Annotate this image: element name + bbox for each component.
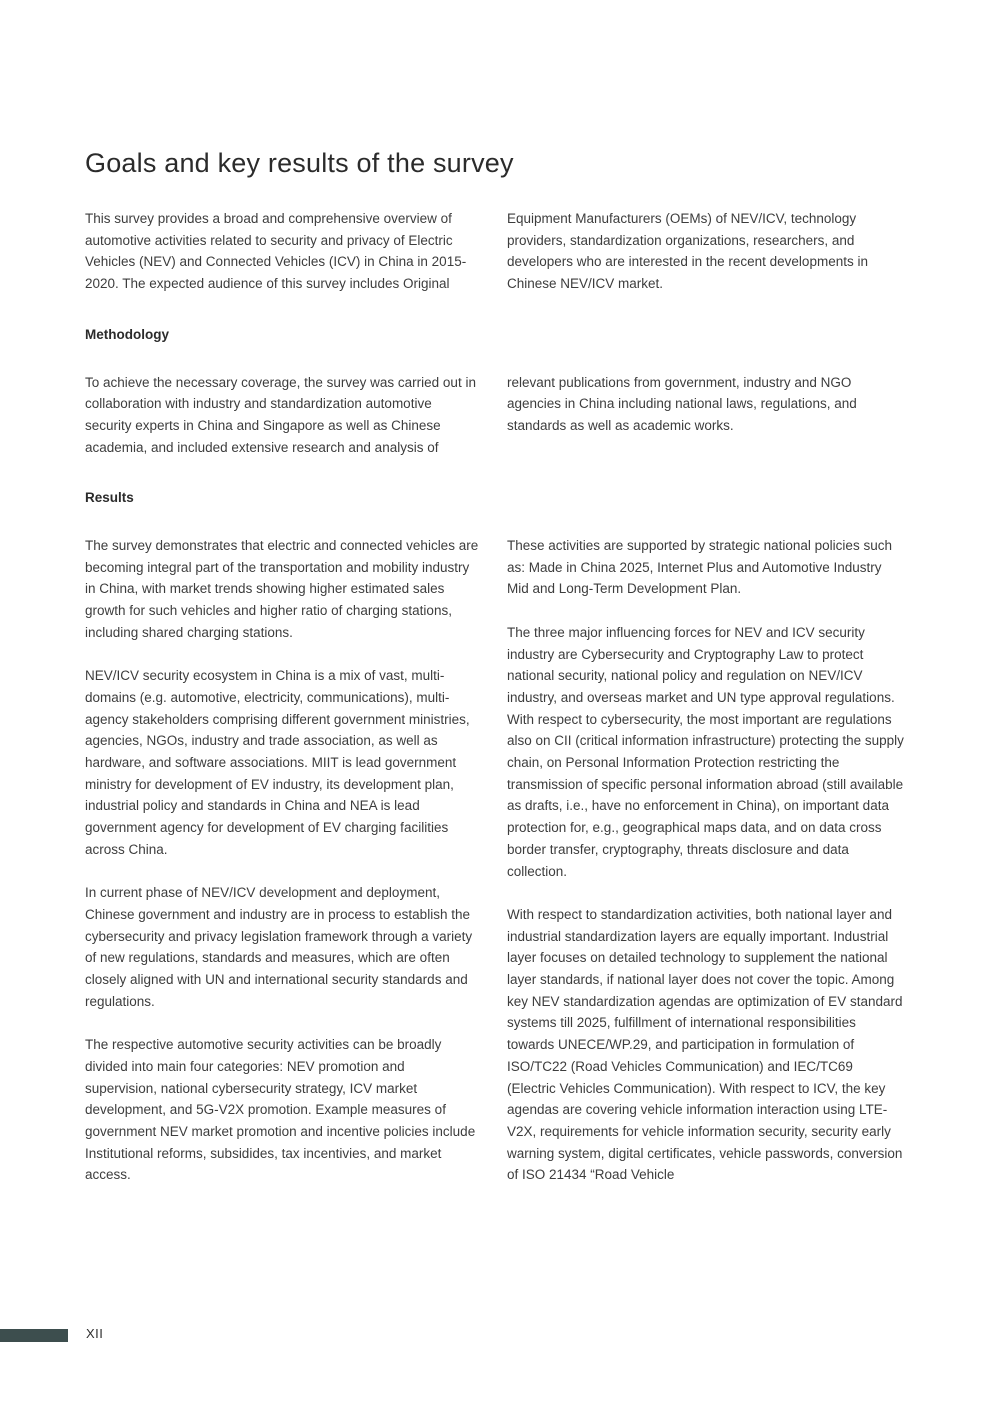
page-title: Goals and key results of the survey — [85, 148, 514, 178]
intro-paragraph-left: This survey provides a broad and comprehensive overview of automotive activities related to security and privacy of Electric Vehicles (NEV) and Connected Vehicles (ICV) in China in 2015-2020. The expected audience of this survey includes Original — [85, 211, 467, 292]
section-intro — [85, 208, 907, 317]
methodology-column-left — [85, 372, 479, 481]
section-methodology — [85, 372, 907, 481]
intro-column-left — [85, 208, 479, 317]
results-paragraph-categories: The respective automotive security activities can be broadly divided into main four categories: NEV promotion and supervision, national cybersecurity strategy, ICV market development, and 5G-V2X promotion. Example measures of government NEV market promotion and incentive policies include Institutional reforms, subsidides, tax incentivies, and market access. — [85, 1037, 476, 1183]
results-paragraph-legislation: In current phase of NEV/ICV development and deployment, Chinese government and industry are in process to establish the cybersecurity and privacy legislation framework through a variety of new regulations, standards and measures, which are often closely aligned with UN and international security standards and regulations. — [85, 885, 473, 1009]
footer-accent-bar — [0, 1329, 68, 1342]
page-number: XII — [86, 1326, 104, 1341]
intro-paragraph-right: Equipment Manufacturers (OEMs) of NEV/ICV, technology providers, standardization organizations, researchers, and developers who are interested in the recent developments in Chinese NEV/ICV market. — [507, 211, 868, 292]
results-paragraph-standardization: With respect to standardization activities, both national layer and industrial standardization layers are equally important. Industrial layer focuses on detailed technology to supplement the national layer standards, if national layer does not cover the topic. Among key NEV standardization agendas are optimization of EV standard systems till 2025, fulfillment of international responsibilities towards UNECE/WP.29, and participation in formulation of ISO/TC22 (Road Vehicles Communication) and IEC/TC69 (Electric Vehicles Communication). With respect to ICV, the key agendas are covering vehicle information interaction using LTE-V2X, requirements for vehicle information security, security early warning system, digital certificates, vehicle passwords, conversion of ISO 21434 “Road Vehicle — [507, 906, 903, 1183]
results-column-right — [507, 535, 905, 1208]
section-results — [85, 535, 907, 1208]
heading-results: Results — [85, 490, 134, 505]
methodology-paragraph-left: To achieve the necessary coverage, the survey was carried out in collaboration with industry and standardization automotive security experts in China and Singapore as well as Chinese academia, and included extensive research and analysis of — [85, 374, 476, 455]
methodology-paragraph-right: relevant publications from government, industry and NGO agencies in China including national laws, regulations, and standards as well as academic works. — [507, 374, 857, 433]
results-paragraph-influencing-forces: The three major influencing forces for NEV and ICV security industry are Cybersecurity and Cryptography Law to protect national security, national policy and regulation on NEV/ICV industry, and overseas market and UN type approval regulations. With respect to cybersecurity, the most important are regulations also on CII (critical information infrastructure) protecting the supply chain, on Personal Information Protection restricting the transmission of specific personal information abroad (still available as drafts, i.e., have no enforcement in China), on important data protection for, e.g., geographical maps data, and on data cross border transfer, cryptography, threats disclosure and data collection. — [507, 624, 904, 879]
methodology-column-right — [507, 372, 905, 481]
results-paragraph-national-policies: These activities are supported by strategic national policies such as: Made in China 2025, Internet Plus and Automotive Industry Mid and Long-Term Development Plan. — [507, 538, 892, 597]
heading-methodology: Methodology — [85, 326, 169, 342]
results-paragraph-ecosystem: NEV/ICV security ecosystem in China is a mix of vast, multi-domains (e.g. automotive, electricity, communications), multi-agency stakeholders comprising different government ministries, agencies, NGOs, industry and trade association, as well as hardware, and software associations. MIIT is lead government ministry for development of EV industry, its development plan, industrial policy and standards in China and NEA is lead government agency for development of EV charging facilities across China. — [85, 668, 470, 857]
intro-column-right — [507, 208, 905, 317]
document-page — [85, 148, 907, 1208]
results-paragraph-market-trends: The survey demonstrates that electric and connected vehicles are becoming integral part of the transportation and mobility industry in China, with market trends showing higher estimated sales growth for such vehicles and higher ratio of charging stations, including shared charging stations. — [85, 538, 479, 640]
results-column-left — [85, 535, 479, 1208]
